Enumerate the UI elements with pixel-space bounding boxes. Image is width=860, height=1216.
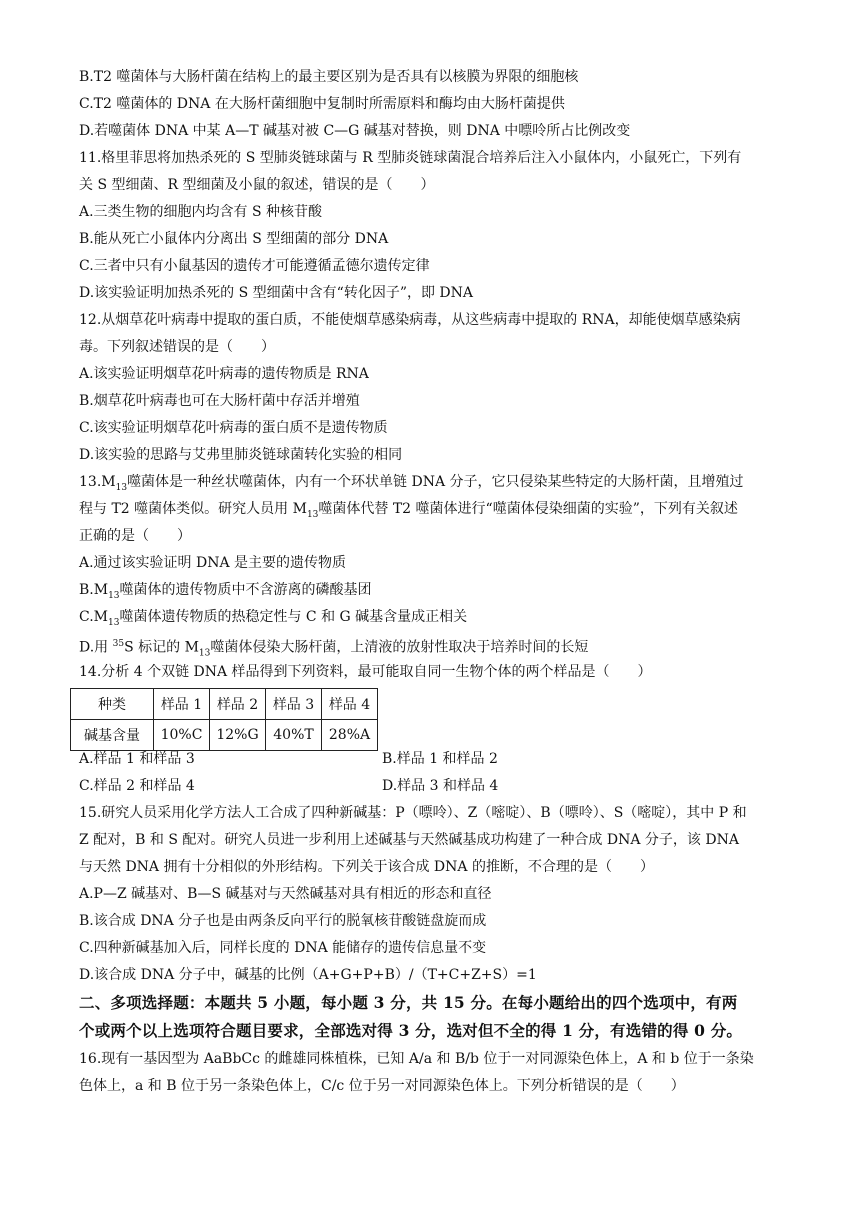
q13-stem-line-1: $13.M_{13}$噬菌体是一种丝状噬菌体，内有一个环状单链 DNA 分子，它只侵染某些特定的大肠杆菌，且增殖过 (79, 474, 744, 493)
table-cell: 10%C (154, 720, 210, 751)
q13-stem-line-2: 程与 T2 噬菌体类似。研究人员用 $M_{13}$噬菌体代替 T2 噬菌体进行“噬菌体侵染细菌的实验”，下列有关叙述 (79, 501, 738, 520)
q10-option-c: C.T2 噬菌体的 DNA 在大肠杆菌细胞中复制时所需原料和酶均由大肠杆菌提供 (79, 96, 565, 112)
table-cell: 40%T (266, 720, 322, 751)
q11-option-d: D.该实验证明加热杀死的 S 型细菌中含有“转化因子”，即 DNA (79, 285, 474, 301)
q15-stem-line-3: 与天然 DNA 拥有十分相似的外形结构。下列关于该合成 DNA 的推断，不合理的是（ ） (79, 859, 654, 875)
q16-stem-line-2: 色体上，a 和 B 位于另一条染色体上，C/c 位于另一对同源染色体上。下列分析错误的是（ ） (79, 1078, 685, 1094)
q14-option-a: A.样品 1 和样品 3 (79, 751, 195, 767)
q14-option-b: B.样品 1 和样品 2 (382, 751, 498, 767)
q12-option-a: A.该实验证明烟草花叶病毒的遗传物质是 RNA (79, 366, 369, 382)
q15-stem-line-2: Z 配对，B 和 S 配对。研究人员进一步利用上述碱基与天然碱基成功构建了一种合成 DNA 分子，该 DNA (79, 832, 739, 848)
q15-option-d: D.该合成 DNA 分子中，碱基的比例（A+G+P+B）/（T+C+Z+S）=1 (79, 967, 537, 983)
q12-option-b: B.烟草花叶病毒也可在大肠杆菌中存活并增殖 (79, 393, 360, 409)
q10-option-b: B.T2 噬菌体与大肠杆菌在结构上的最主要区别为是否具有以核膜为界限的细胞核 (79, 69, 579, 85)
q13-option-b: $B.M_{13}$噬菌体的遗传物质中不含游离的磷酸基团 (79, 582, 372, 601)
table-cell: 28%A (322, 720, 378, 751)
q13-option-c: $C.M_{13}$噬菌体遗传物质的热稳定性与 C 和 G 碱基含量成正相关 (79, 609, 468, 628)
q14-option-d: D.样品 3 和样品 4 (382, 778, 499, 794)
q11-stem-line-2: 关 S 型细菌、R 型细菌及小鼠的叙述，错误的是（ ） (79, 177, 435, 193)
q11-option-c: C.三者中只有小鼠基因的遗传才可能遵循孟德尔遗传定律 (79, 258, 430, 274)
table-cell: 碱基含量 (71, 720, 154, 751)
q12-stem-line-2: 毒。下列叙述错误的是（ ） (79, 339, 275, 355)
table-cell: 样品 4 (322, 689, 378, 720)
q15-stem-line-1: 15.研究人员采用化学方法人工合成了四种新碱基：P（嘌呤）、Z（嘧啶）、B（嘌呤）、S（嘧啶），其中 P 和 (79, 805, 747, 821)
section-2-heading-line-1: 二、多项选择题：本题共 5 小题，每小题 3 分，共 15 分。在每小题给出的四个选项中，有两 (79, 993, 738, 1012)
q16-stem-line-1: 16.现有一基因型为 AaBbCc 的雌雄同株植株，已知 A/a 和 B/b 位于一对同源染色体上，A 和 b 位于一条染 (79, 1051, 754, 1067)
q13-option-a: A.通过该实验证明 DNA 是主要的遗传物质 (79, 555, 347, 571)
table-cell: 种类 (71, 689, 154, 720)
q10-option-d: D.若噬菌体 DNA 中某 A—T 碱基对被 C—G 碱基对替换，则 DNA 中嘌呤所占比例改变 (79, 123, 631, 139)
table-cell: 样品 2 (210, 689, 266, 720)
q12-option-c: C.该实验证明烟草花叶病毒的蛋白质不是遗传物质 (79, 420, 388, 436)
table-cell: 样品 3 (266, 689, 322, 720)
section-2-heading-line-2: 个或两个以上选项符合题目要求，全部选对得 3 分，选对但不全的得 1 分，有选错的得 0 分。 (79, 1021, 743, 1040)
table-cell: 样品 1 (154, 689, 210, 720)
table-row (71, 689, 378, 720)
q14-option-c: C.样品 2 和样品 4 (79, 778, 195, 794)
q14-stem: 14.分析 4 个双链 DNA 样品得到下列资料，最可能取自同一生物个体的两个样品是（ ） (79, 664, 652, 680)
q12-stem-line-1: 12.从烟草花叶病毒中提取的蛋白质，不能使烟草感染病毒，从这些病毒中提取的 RNA，却能使烟草感染病 (79, 312, 741, 328)
q11-option-a: A.三类生物的细胞内均含有 S 种核苷酸 (79, 204, 323, 220)
q15-option-a: A.P—Z 碱基对、B—S 碱基对与天然碱基对具有相近的形态和直径 (79, 886, 492, 902)
q13-option-d: D.用 $^{35}$S 标记的 $M_{13}$噬菌体侵染大肠杆菌，上清液的放射性取决于培养时间的长短 (79, 639, 589, 659)
sample-table (70, 688, 378, 751)
q12-option-d: D.该实验的思路与艾弗里肺炎链球菌转化实验的相同 (79, 447, 403, 463)
q11-option-b: B.能从死亡小鼠体内分离出 S 型细菌的部分 DNA (79, 231, 389, 247)
table-cell: 12%G (210, 720, 266, 751)
table-row (71, 720, 378, 751)
q13-stem-line-3: 正确的是（ ） (79, 528, 191, 544)
q15-option-b: B.该合成 DNA 分子也是由两条反向平行的脱氧核苷酸链盘旋而成 (79, 913, 487, 929)
q11-stem-line-1: 11.格里菲思将加热杀死的 S 型肺炎链球菌与 R 型肺炎链球菌混合培养后注入小鼠体内，小鼠死亡，下列有 (79, 150, 742, 166)
q15-option-c: C.四种新碱基加入后，同样长度的 DNA 能储存的遗传信息量不变 (79, 940, 487, 956)
